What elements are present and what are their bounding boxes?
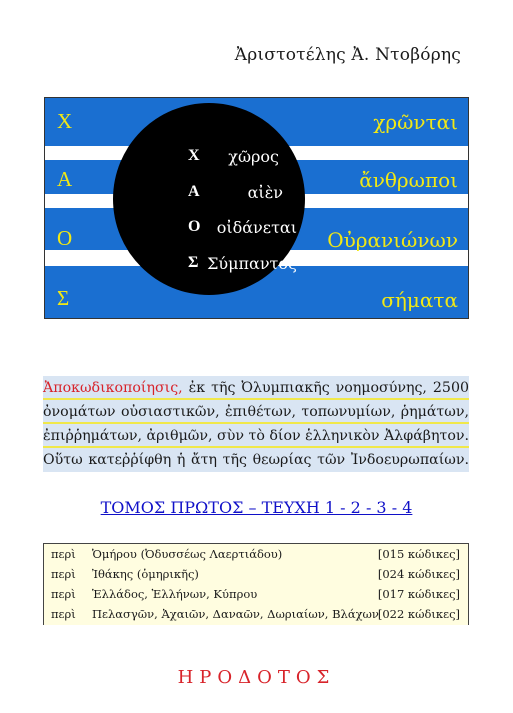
author-name: Ἀριστοτέλης Ἀ. Ντοβόρης (234, 45, 461, 65)
description-highlight: Ἀποκωδικοποίησις, (43, 380, 183, 396)
contents-row (44, 584, 468, 604)
description-block (43, 376, 469, 472)
description-line (43, 376, 469, 400)
contents-codes: [015 κώδικες] (377, 547, 460, 561)
contents-prefix: περὶ (51, 587, 76, 601)
flag-word: χρῶνται (373, 110, 458, 134)
description-line: ἐπιῤῥημάτων, ἀριθμῶν, σὺν τὸ δίον ἑλληνικὸν Ἀλφάβητον. (43, 424, 469, 448)
disc-word: Σύμπαντος (207, 254, 297, 273)
flag-letter: Α (57, 167, 73, 191)
contents-topic: Ἑλλάδος, Ἑλλήνων, Κύπρου (92, 587, 258, 601)
contents-topic: Πελασγῶν, Ἀχαιῶν, Δαναῶν, Δωριαίων, Βλάχων (92, 607, 379, 621)
contents-topic: Ὁμήρου (Ὀδυσσέως Λαερτιάδου) (92, 547, 283, 561)
description-line: ὀνομάτων οὐσιαστικῶν, ἐπιθέτων, τοπωνυμίων, ῥημάτων, (43, 400, 469, 424)
contents-prefix: περὶ (51, 607, 76, 621)
volume-title (0, 498, 513, 517)
flag-word: σήματα (381, 288, 458, 312)
contents-codes: [024 κώδικες] (377, 567, 460, 581)
flag-word: ἄνθρωποι (359, 168, 458, 192)
disc-word: οἰδάνεται (216, 218, 297, 237)
flag-word: Οὐρανιώνων (327, 228, 458, 252)
cover-flag-illustration (44, 97, 469, 319)
contents-codes: [022 κώδικες] (377, 607, 460, 621)
description-line: Οὕτω κατεῤῥίφθη ἡ ἄτη τῆς θεωρίας τῶν Ἰνδοευρωπαίων. (43, 452, 469, 468)
disc-word: αἰὲν (247, 183, 283, 202)
contents-topic: Ἰθάκης (ὁμηρικῆς) (92, 567, 199, 581)
contents-prefix: περὶ (51, 547, 76, 561)
description-text: ἐκ τῆς Ὀλυμπιακῆς νοημοσύνης, 2500 (182, 380, 469, 396)
disc-letter: Α (188, 183, 200, 200)
contents-row (44, 604, 468, 624)
volume-title-text: ΤΟΜΟΣ ΠΡΩΤΟΣ – ΤΕΥΧΗ 1 - 2 - 3 - 4 (100, 498, 413, 517)
flag-letter: Σ (57, 286, 70, 310)
disc-letter: Ο (188, 218, 201, 235)
disc-letter: Χ (188, 147, 200, 164)
black-disc (113, 103, 305, 295)
contents-row (44, 544, 468, 564)
disc-letter: Σ (188, 254, 199, 271)
flag-letter: Ο (57, 226, 73, 250)
flag-letter: Χ (57, 109, 73, 133)
contents-prefix: περὶ (51, 567, 76, 581)
contents-codes: [017 κώδικες] (377, 587, 460, 601)
disc-word: χῶρος (228, 147, 279, 166)
contents-row (44, 564, 468, 584)
contents-table (43, 543, 469, 625)
publisher-name: ΗΡΟΔΟΤΟΣ (177, 667, 336, 688)
